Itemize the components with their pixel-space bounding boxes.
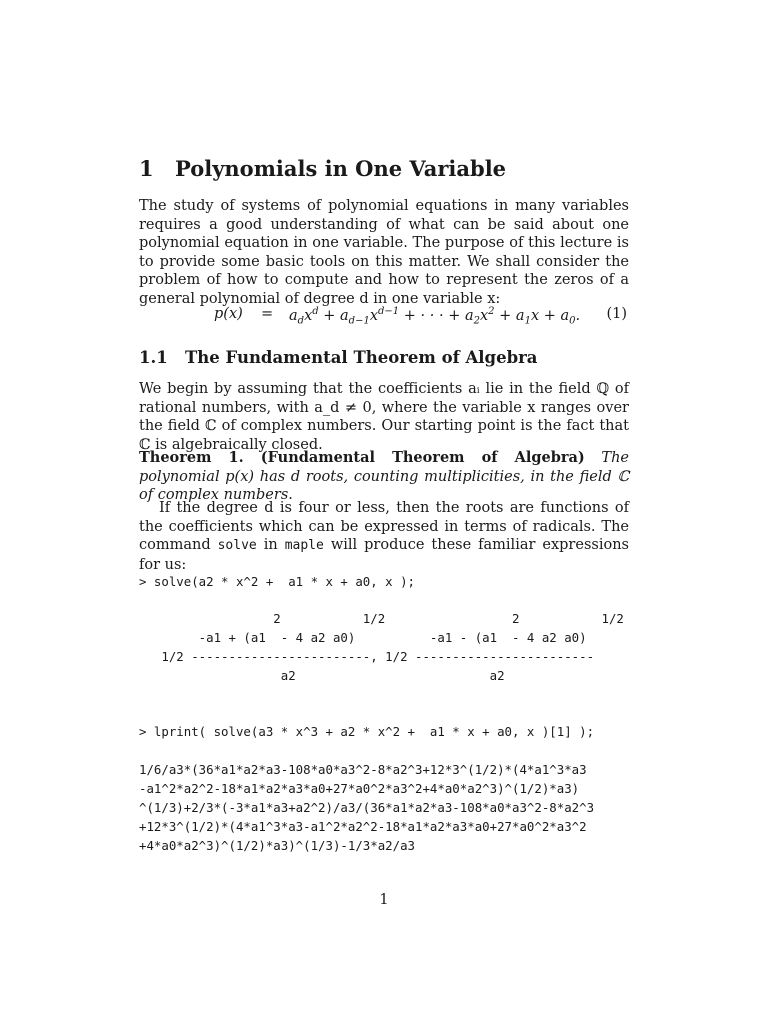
paper-page	[139, 0, 629, 1024]
equation-1	[139, 306, 629, 328]
page-number: 1	[379, 892, 389, 908]
code-cubic-output: 1/6/a3*(36*a1*a2*a3-108*a0*a3^2-8*a2^3+12*3^(1/2)*(4*a1^3*a3 -a1^2*a2^2-18*a1*a2*a3*a0+27*a0^2*a3^2+4*a0*a2^3)^(1/2)*a3) ^(1/3)+2/3*(-3*a1*a3+a2^2)/a3/(36*a1*a2*a3-108*a0*a3^2-8*a2^3 +12*3^(1/2)*(4*a1^3*a3-a1^2*a2^2-18*a1*a2*a3*a0+27*a0^2*a3^2 +4*a0*a2^3)^(1/2)*a3)^(1/3)-1/3*a2/a3	[139, 762, 595, 853]
theorem-1	[139, 449, 629, 505]
inline-code-maple: maple	[284, 538, 324, 554]
subsection-heading	[139, 348, 538, 367]
code-quadratic-output: 2 1/2 2 1/2 -a1 + (a1 - 4 a2 a0) -a1 - (a1 - 4 a2 a0) 1/2 ------------------------, 1/2 ------------------------ a2 a2	[161, 611, 624, 683]
section-title: Polynomials in One Variable	[175, 156, 507, 181]
equation-relation: =	[261, 306, 274, 322]
code-solve-quadratic: > solve(a2 * x^2 + a1 * x + a0, x );	[139, 574, 416, 589]
theorem-heading: Theorem 1. (Fundamental Theorem of Algebra)	[139, 449, 585, 466]
inline-code-solve: solve	[217, 538, 257, 554]
equation-rhs: $a_dx^d + a_{d-1}x^{d-1}$ + · · · + $a_2x^2 + a_1x + a_0$.	[289, 306, 581, 327]
subsection-number: 1.1	[139, 348, 168, 367]
intro-paragraph: The study of systems of polynomial equations in many variables requires a good understanding of what can be said about one polynomial equation in one variable. The purpose of this lecture is to provide some basic tools on this matter. We shall consider the problem of how to compute and how to represent the zeros of a general polynomial of degree d in one variable x:	[139, 198, 629, 307]
paragraph-radicals: If the degree d is four or less, then the roots are functions of the coefficients which can be expressed in terms of radicals. The command solve in maple will produce these familiar expressions for us:	[139, 500, 629, 573]
equation-tag: (1)	[606, 306, 627, 322]
section-heading	[139, 156, 506, 181]
paragraph-coefficients: We begin by assuming that the coefficients aᵢ lie in the field ℚ of rational numbers, with a_d ≠ 0, where the variable x ranges over the field ℂ of complex numbers. Our starting point is the fact that ℂ is algebraically closed.	[139, 381, 629, 453]
subsection-title: The Fundamental Theorem of Algebra	[185, 348, 538, 367]
theorem-body: The polynomial p(x) has d roots, counting multiplicities, in the field ℂ of complex numbers.	[139, 450, 630, 504]
equation-lhs: p(x)	[214, 306, 243, 322]
section-number: 1	[139, 156, 154, 181]
code-lprint-cubic: > lprint( solve(a3 * x^3 + a2 * x^2 + a1 * x + a0, x )[1] );	[139, 724, 595, 739]
